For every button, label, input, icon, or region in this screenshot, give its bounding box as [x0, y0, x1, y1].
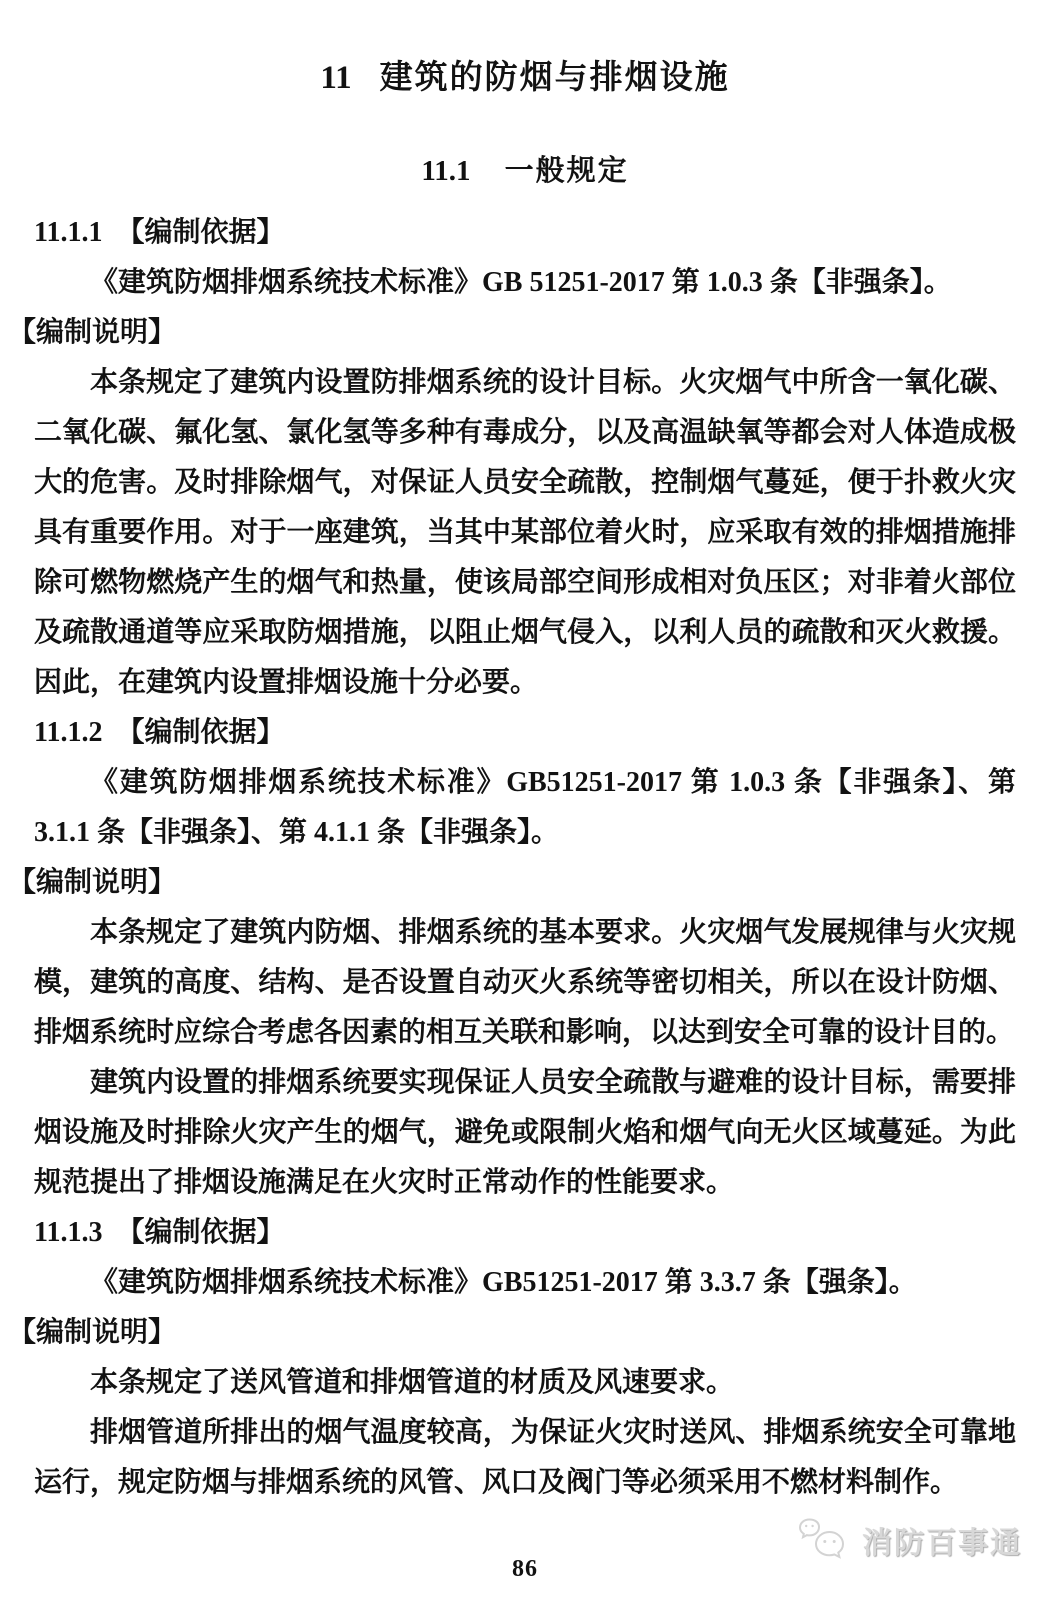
- explain-label: 【编制说明】: [8, 867, 177, 898]
- section-name: 一般规定: [504, 155, 629, 187]
- paragraph: 建筑内设置的排烟系统要实现保证人员安全疏散与避难的设计目标，需要排烟设施及时排除火灾产生的烟气，避免或限制火焰和烟气向无火区域蔓延。为此规范提出了排烟设施满足在火灾时正常动作的性能要求。: [34, 1067, 1016, 1198]
- section-number: 11.1: [421, 155, 471, 187]
- chapter-number: 11: [320, 60, 352, 96]
- section-title: [34, 152, 1016, 190]
- basis-label: 【编制依据】: [116, 1217, 285, 1248]
- clause-heading: [34, 208, 1016, 258]
- clause-number: 11.1.3: [34, 1217, 103, 1248]
- basis-text: 《建筑防烟排烟系统技术标准》GB51251-2017 第 3.3.7 条【强条】。: [90, 1267, 917, 1298]
- paragraph: 排烟管道所排出的烟气温度较高，为保证火灾时送风、排烟系统安全可靠地运行，规定防烟与排烟系统的风管、风口及阀门等必须采用不燃材料制作。: [34, 1417, 1016, 1498]
- paragraph: 本条规定了建筑内防烟、排烟系统的基本要求。火灾烟气发展规律与火灾规模，建筑的高度、结构、是否设置自动灭火系统等密切相关，所以在设计防烟、排烟系统时应综合考虑各因素的相互关联和影响，以达到安全可靠的设计目的。: [34, 917, 1016, 1048]
- document-content: [8, 208, 1016, 1508]
- clause-number: 11.1.2: [34, 717, 103, 748]
- basis-label: 【编制依据】: [116, 217, 285, 248]
- clause-11-1-2: [8, 708, 1016, 1208]
- clause-11-1-3: [8, 1208, 1016, 1508]
- clause-heading: [34, 708, 1016, 758]
- clause-number: 11.1.1: [34, 217, 103, 248]
- explain-label: 【编制说明】: [8, 317, 177, 348]
- basis-text: 《建筑防烟排烟系统技术标准》GB 51251-2017 第 1.0.3 条【非强条】。: [90, 267, 952, 298]
- chapter-title: [34, 56, 1016, 100]
- paragraph: 本条规定了建筑内设置防排烟系统的设计目标。火灾烟气中所含一氧化碳、二氧化碳、氟化氢、氯化氢等多种有毒成分，以及高温缺氧等都会对人体造成极大的危害。及时排除烟气，对保证人员安全疏散，控制烟气蔓延，便于扑救火灾具有重要作用。对于一座建筑，当其中某部位着火时，应采取有效的排烟措施排除可燃物燃烧产生的烟气和热量，使该局部空间形成相对负压区；对非着火部位及疏散通道等应采取防烟措施，以阻止烟气侵入，以利人员的疏散和灭火救援。因此，在建筑内设置排烟设施十分必要。: [34, 367, 1016, 698]
- watermark-text: 消防百事通: [862, 1527, 1022, 1560]
- chapter-name: 建筑的防烟与排烟设施: [379, 60, 730, 96]
- explain-label: 【编制说明】: [8, 1317, 177, 1348]
- basis-label: 【编制依据】: [116, 717, 285, 748]
- page-number: 86: [512, 1556, 538, 1582]
- clause-11-1-1: [8, 208, 1016, 708]
- paragraph: 本条规定了送风管道和排烟管道的材质及风速要求。: [90, 1367, 735, 1398]
- basis-text: 《建筑防烟排烟系统技术标准》GB51251-2017 第 1.0.3 条【非强条】、第 3.1.1 条【非强条】、第 4.1.1 条【非强条】。: [34, 767, 1016, 848]
- clause-heading: [34, 1208, 1016, 1258]
